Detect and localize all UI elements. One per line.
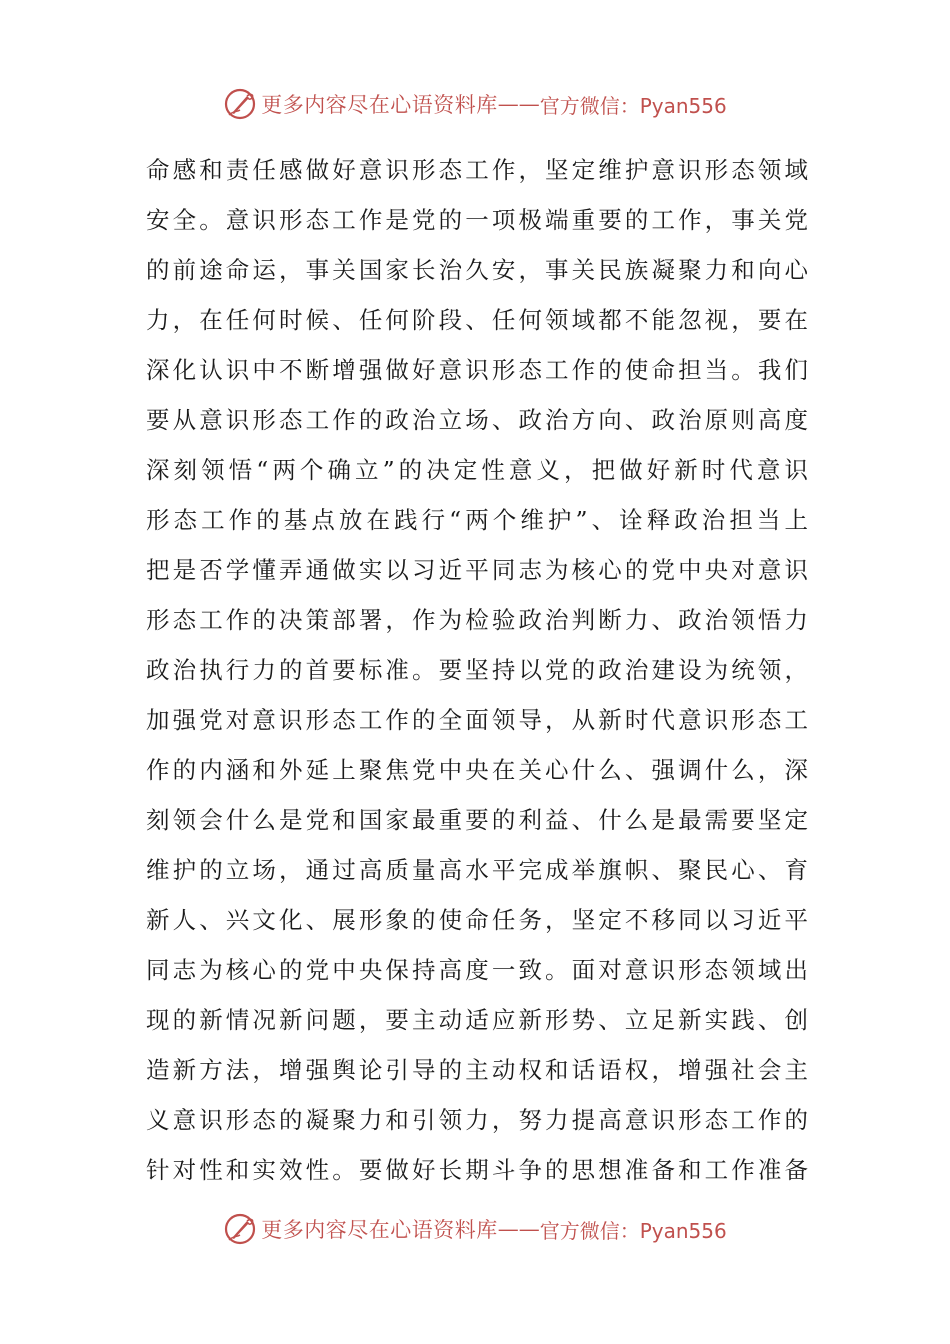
text-line: 同志为核心的党中央保持高度一致。面对意识形态领域出 — [146, 956, 808, 984]
text-line: 针对性和实效性。要做好长期斗争的思想准备和工作准备 — [146, 1156, 808, 1184]
header-separator: —— — [497, 92, 540, 116]
header-wechat-text: 官方微信：Pyan556 — [539, 93, 727, 118]
header-watermark-banner — [0, 82, 950, 126]
text-line: 深化认识中不断增强做好意识形态工作的使命担当。我们 — [146, 356, 808, 384]
text-line: 命感和责任感做好意识形态工作，坚定维护意识形态领域 — [146, 156, 808, 184]
text-line: 把是否学懂弄通做实以习近平同志为核心的党中央对意识 — [146, 556, 808, 584]
text-line: 维护的立场，通过高质量高水平完成举旗帜、聚民心、育 — [146, 856, 808, 884]
text-line: 新人、兴文化、展形象的使命任务，坚定不移同以习近平 — [146, 906, 808, 934]
text-line: 力，在任何时候、任何阶段、任何领域都不能忽视，要在 — [146, 306, 808, 334]
text-line: 形态工作的决策部署，作为检验政治判断力、政治领悟力 — [146, 606, 808, 634]
footer-wechat-text: 官方微信：Pyan556 — [539, 1218, 727, 1243]
footer-brand-text: 更多内容尽在心语资料库 — [261, 1218, 498, 1242]
text-line: 要从意识形态工作的政治立场、政治方向、政治原则高度 — [146, 406, 808, 434]
text-line: 的前途命运，事关国家长治久安，事关民族凝聚力和向心 — [146, 256, 808, 284]
text-line: 安全。意识形态工作是党的一项极端重要的工作，事关党 — [146, 206, 808, 234]
footer-separator: —— — [497, 1217, 540, 1241]
body-text — [146, 145, 808, 1195]
footer-watermark-banner — [0, 1207, 950, 1251]
header-brand-text: 更多内容尽在心语资料库 — [261, 93, 498, 117]
text-line: 造新方法，增强舆论引导的主动权和话语权，增强社会主 — [146, 1056, 808, 1084]
text-line: 义意识形态的凝聚力和引领力，努力提高意识形态工作的 — [146, 1106, 808, 1134]
text-line: 形态工作的基点放在践行“两个维护”、诠释政治担当上 — [146, 506, 808, 534]
text-line: 作的内涵和外延上聚焦党中央在关心什么、强调什么，深 — [146, 756, 808, 784]
text-line: 现的新情况新问题，要主动适应新形势、立足新实践、创 — [146, 1006, 808, 1034]
text-line: 加强党对意识形态工作的全面领导，从新时代意识形态工 — [146, 706, 808, 734]
text-line: 政治执行力的首要标准。要坚持以党的政治建设为统领， — [146, 656, 808, 684]
text-line: 深刻领悟“两个确立”的决定性意义，把做好新时代意识 — [146, 456, 808, 484]
feather-pen-circle-icon — [223, 87, 257, 121]
text-line: 刻领会什么是党和国家最重要的利益、什么是最需要坚定 — [146, 806, 808, 834]
feather-pen-circle-icon — [223, 1212, 257, 1246]
